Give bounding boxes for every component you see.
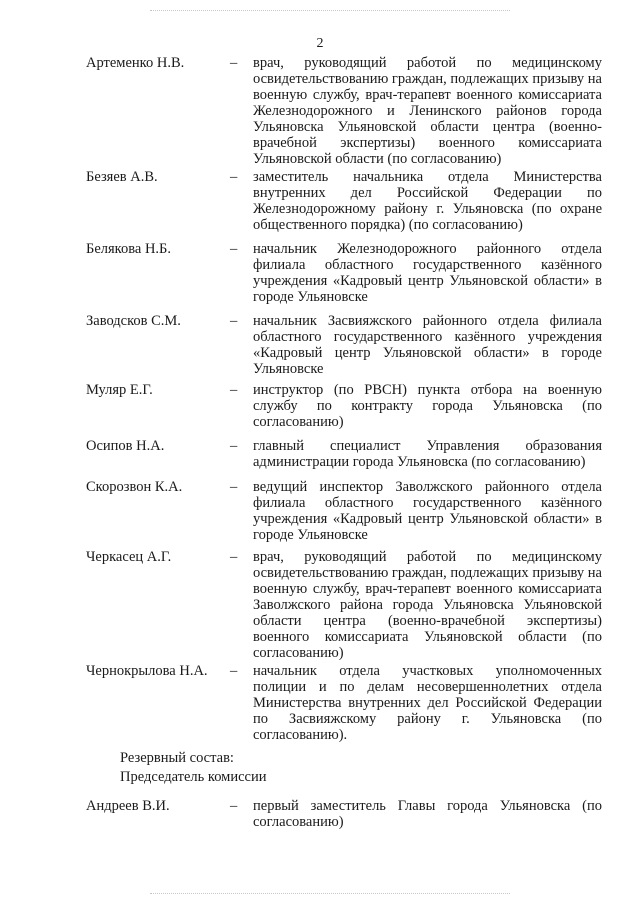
- reserve-member-entry: [0, 798, 640, 830]
- page-number: 2: [316, 36, 324, 51]
- member-dash: –: [230, 479, 238, 495]
- member-dash: –: [230, 313, 238, 329]
- member-name: Скорозвон К.А.: [86, 479, 183, 495]
- member-name: Артеменко Н.В.: [86, 55, 185, 71]
- member-entry: [0, 313, 640, 382]
- member-entry: [0, 241, 640, 313]
- reserve-member-list: [0, 798, 640, 830]
- member-name: Заводсков С.М.: [86, 313, 181, 329]
- member-entry: [0, 169, 640, 241]
- member-description: заместитель начальника отдела Министерства внутренних дел Российской Федерации по Железнодорожному району г. Ульяновска (по охране общественного порядка) (по согласованию): [253, 169, 602, 233]
- member-description: начальник отдела участковых уполномоченных полиции и по делам несовершеннолетних отдела Министерства внутренних дел Российской Федерации по Засвияжскому району г. Ульяновска (по согласованию).: [253, 663, 602, 743]
- member-dash: –: [230, 241, 238, 257]
- member-description: инструктор (по РВСН) пункта отбора на военную службу по контракту города Ульяновска (по согласованию): [253, 382, 602, 430]
- member-name: Белякова Н.Б.: [86, 241, 171, 257]
- member-dash: –: [230, 382, 238, 398]
- member-dash: –: [230, 438, 238, 454]
- member-entry: [0, 663, 640, 748]
- member-name: Осипов Н.А.: [86, 438, 165, 454]
- reserve-heading: Резервный состав:: [120, 750, 234, 766]
- member-name: Чернокрылова Н.А.: [86, 663, 208, 679]
- member-description: начальник Железнодорожного районного отдела филиала областного государственного казённого учреждения «Кадровый центр Ульяновской области» в городе Ульяновске: [253, 241, 602, 305]
- reserve-section: [120, 749, 267, 787]
- member-description: врач, руководящий работой по медицинскому освидетельствованию граждан, подлежащих призыву на военную службу, врач-терапевт военного комиссариата Заволжского района города Ульяновска Ульяновской области центра (военно-врачебной экспертизы) военного комиссариата Ульяновской области (по согласованию): [253, 549, 602, 661]
- member-description: врач, руководящий работой по медицинскому освидетельствованию граждан, подлежащих призыву на военную службу, врач-терапевт военного комиссариата Железнодорожного и Ленинского районов города Ульяновска Ульяновской области центра (военно-врачебной экспертизы) военного комиссариата Ульяновской области (по согласованию): [253, 55, 602, 167]
- member-entry: [0, 438, 640, 479]
- reserve-subheading: Председатель комиссии: [120, 769, 267, 785]
- member-dash: –: [230, 549, 238, 565]
- member-dash: –: [230, 663, 238, 679]
- member-description: начальник Засвияжского районного отдела филиала областного государственного казённого учреждения «Кадровый центр Ульяновской области» в городе Ульяновске: [253, 313, 602, 377]
- scan-artifact-bottom: [150, 893, 510, 895]
- member-dash: –: [230, 169, 238, 185]
- member-entry: [0, 382, 640, 438]
- member-dash: –: [230, 798, 238, 814]
- member-name: Муляр Е.Г.: [86, 382, 153, 398]
- member-dash: –: [230, 55, 238, 71]
- member-entry: [0, 549, 640, 663]
- member-list: [0, 55, 640, 748]
- member-entry: [0, 55, 640, 169]
- member-description: первый заместитель Главы города Ульяновска (по согласованию): [253, 798, 602, 830]
- member-description: главный специалист Управления образования администрации города Ульяновска (по согласованию): [253, 438, 602, 470]
- member-description: ведущий инспектор Заволжского районного отдела филиала областного государственного казённого учреждения «Кадровый центр Ульяновской области» в городе Ульяновске: [253, 479, 602, 543]
- member-name: Черкасец А.Г.: [86, 549, 172, 565]
- member-name: Андреев В.И.: [86, 798, 170, 814]
- member-entry: [0, 479, 640, 549]
- member-name: Безяев А.В.: [86, 169, 158, 185]
- scan-artifact-top: [150, 10, 510, 12]
